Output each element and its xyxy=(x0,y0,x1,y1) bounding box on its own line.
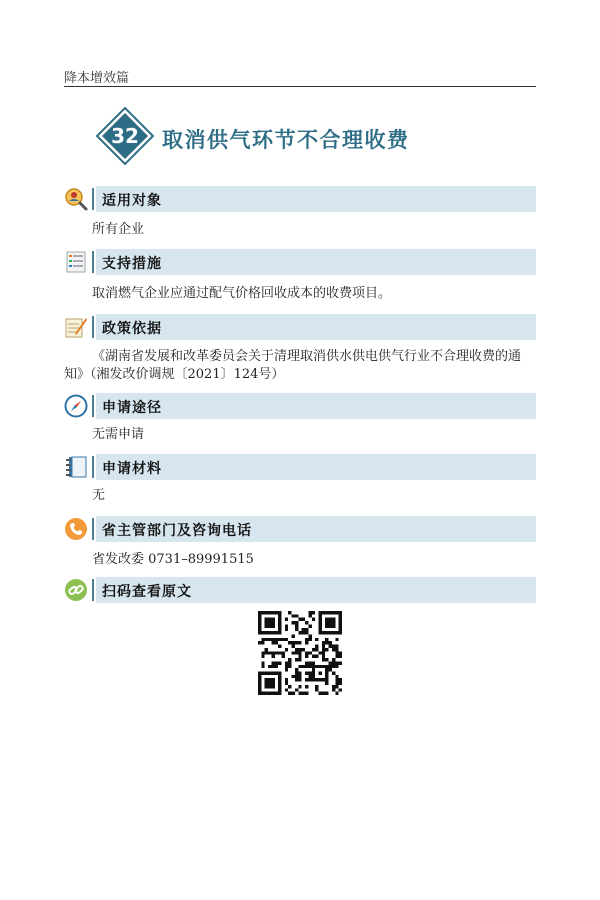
section-target-header xyxy=(64,186,536,212)
section-scan-header xyxy=(64,577,536,603)
page-header: 降本增效篇 xyxy=(64,71,130,86)
section-label: 政策依据 xyxy=(102,321,162,337)
item-number: 32 xyxy=(111,124,139,148)
section-path-header xyxy=(64,393,536,419)
section-bar xyxy=(96,249,536,275)
section-contact-header xyxy=(64,516,536,542)
section-separator xyxy=(92,251,94,273)
section-basis-content: 《湖南省发展和改革委员会关于清理取消供水供电供气行业不合理收费的通知》（湘发改价调规〔2021〕124号） xyxy=(64,349,522,382)
section-contact-content: 省发改委 0731–89991515 xyxy=(92,552,254,567)
magnifier-person-icon xyxy=(64,187,88,211)
item-title: 取消供气环节不合理收费 xyxy=(162,127,410,152)
phone-icon xyxy=(64,517,88,541)
section-measures-content: 取消燃气企业应通过配气价格回收成本的收费项目。 xyxy=(92,286,392,301)
notepad-pencil-icon xyxy=(64,315,88,339)
link-icon xyxy=(64,578,88,602)
header-rule xyxy=(64,86,536,87)
section-label: 支持措施 xyxy=(102,256,162,272)
section-label: 申请途径 xyxy=(102,400,162,416)
section-separator xyxy=(92,188,94,210)
section-label: 申请材料 xyxy=(102,461,162,477)
section-separator xyxy=(92,316,94,338)
section-separator xyxy=(92,518,94,540)
section-bar xyxy=(96,314,536,340)
qr-code[interactable] xyxy=(258,611,342,695)
section-bar xyxy=(96,186,536,212)
section-label: 适用对象 xyxy=(102,193,162,209)
section-separator xyxy=(92,456,94,478)
list-icon xyxy=(64,250,88,274)
compass-icon xyxy=(64,394,88,418)
section-label: 扫码查看原文 xyxy=(102,584,192,600)
section-label: 省主管部门及咨询电话 xyxy=(102,523,252,539)
item-number-badge xyxy=(96,107,154,165)
section-bar xyxy=(96,454,536,480)
section-bar xyxy=(96,393,536,419)
binder-icon xyxy=(64,455,88,479)
section-path-content: 无需申请 xyxy=(92,427,145,442)
section-measures-header xyxy=(64,249,536,275)
section-basis-header xyxy=(64,314,536,340)
section-target-content: 所有企业 xyxy=(92,222,145,237)
section-separator xyxy=(92,579,94,601)
section-material-content: 无 xyxy=(92,488,106,503)
section-separator xyxy=(92,395,94,417)
section-material-header xyxy=(64,454,536,480)
